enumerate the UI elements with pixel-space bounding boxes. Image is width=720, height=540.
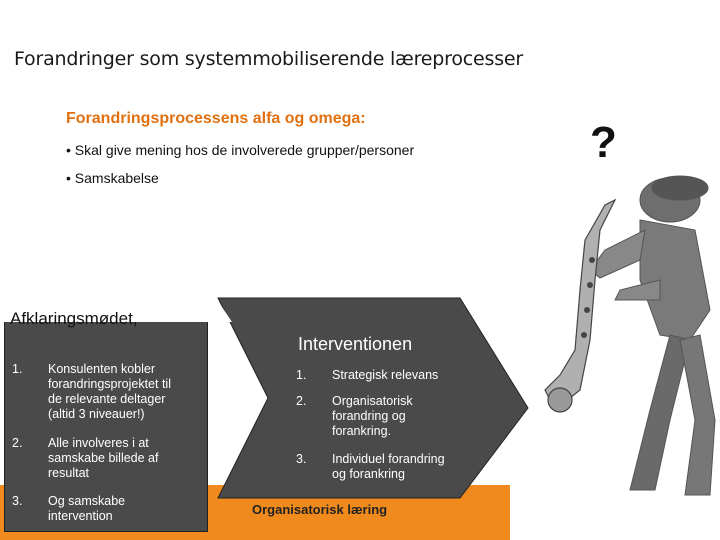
item-text: (altid 3 niveauer!) bbox=[48, 407, 145, 421]
item-text: intervention bbox=[48, 509, 113, 523]
item-text: resultat bbox=[48, 466, 89, 480]
item-number: 3. bbox=[296, 452, 307, 466]
bullet-2: • Samskabelse bbox=[66, 170, 159, 186]
item-text: forandring og bbox=[332, 409, 406, 423]
item-text: Individuel forandring bbox=[332, 452, 445, 466]
slide-subtitle: Forandringsprocessens alfa og omega: bbox=[66, 110, 366, 127]
intervention-item-2 bbox=[296, 394, 476, 444]
slide-title: Forandringer som systemmobiliserende læreprocesser bbox=[14, 48, 523, 70]
question-mark: ? bbox=[590, 118, 617, 167]
clarification-item-3 bbox=[12, 494, 202, 526]
item-text: samskabe billede af bbox=[48, 451, 159, 465]
page-number: 40 bbox=[668, 522, 681, 534]
item-text: forankring. bbox=[332, 424, 392, 438]
item-text: Og samskabe bbox=[48, 494, 126, 508]
clarification-item-1 bbox=[12, 362, 202, 424]
item-text: Konsulenten kobler bbox=[48, 362, 156, 376]
item-text: og forankring bbox=[332, 467, 405, 481]
item-number: 1. bbox=[296, 368, 307, 382]
item-text: Organisatorisk bbox=[332, 394, 413, 408]
bullet-1: • Skal give mening hos de involverede grupper/personer bbox=[66, 142, 415, 158]
item-number: 2. bbox=[296, 394, 307, 408]
footer-text: Organisatorisk læring bbox=[252, 502, 388, 517]
item-text: de relevante deltager bbox=[48, 392, 166, 406]
item-text: Strategisk relevans bbox=[332, 368, 439, 382]
item-text: forandringsprojektet til bbox=[48, 377, 171, 391]
item-number: 3. bbox=[12, 494, 23, 508]
item-number: 2. bbox=[12, 436, 23, 450]
intervention-heading: Interventionen bbox=[298, 334, 413, 354]
item-number: 1. bbox=[12, 362, 23, 376]
clarification-item-2 bbox=[12, 436, 202, 484]
clarification-heading: Afklaringsmødet, bbox=[10, 309, 138, 328]
item-text: Alle involveres i at bbox=[48, 436, 149, 450]
intervention-item-3 bbox=[296, 452, 476, 486]
